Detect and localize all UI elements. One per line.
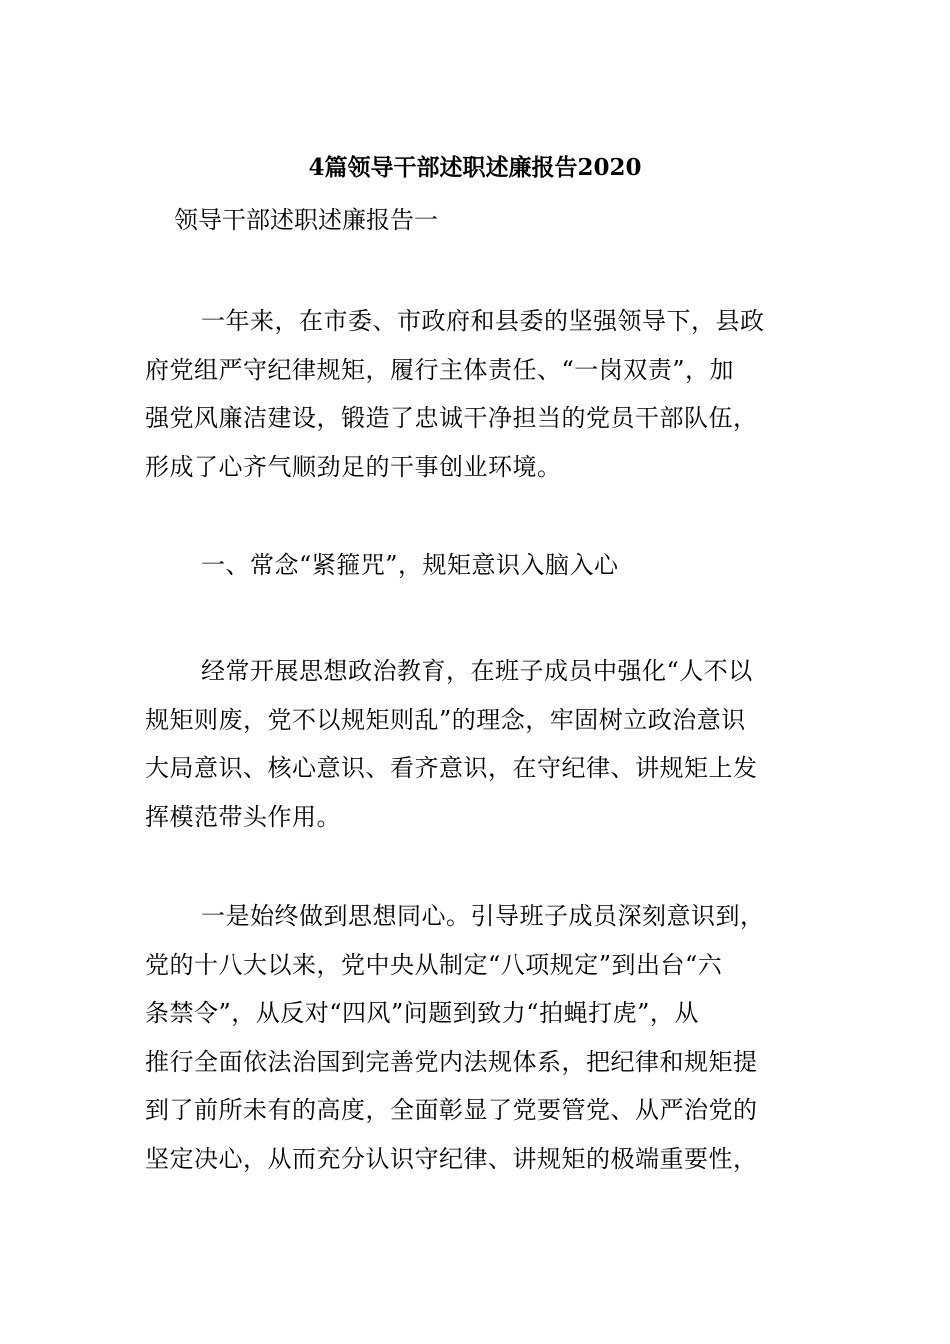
paragraph-line: 一是始终做到思想同心。引导班子成员深刻意识到， <box>201 902 765 930</box>
paragraph-line: 经常开展思想政治教育，在班子成员中强化“人不以 <box>201 657 753 685</box>
paragraph-line: 规矩则废，党不以规矩则乱”的理念，牢固树立政治意识 <box>145 705 746 734</box>
paragraph-education <box>145 647 805 841</box>
paragraph-line: 挥模范带头作用。 <box>145 802 341 831</box>
section-heading-text: 一、常念“紧箍咒”，规矩意识入脑入心 <box>201 551 619 579</box>
paragraph-intro <box>145 297 805 491</box>
paragraph-line: 党的十八大以来，党中央从制定“八项规定”到出台“六 <box>145 950 723 979</box>
paragraph-line: 条禁令”，从反对“四风”问题到致力“拍蝇打虎”，从 <box>145 999 699 1027</box>
paragraph-line: 推行全面依法治国到完善党内法规体系，把纪律和规矩提 <box>145 1047 758 1076</box>
paragraph-line: 强党风廉洁建设，锻造了忠诚干净担当的党员干部队伍， <box>145 404 758 432</box>
paragraph-line: 坚定决心，从而充分认识守纪律、讲规矩的极端重要性， <box>145 1144 758 1173</box>
paragraph-line: 形成了心齐气顺劲足的干事创业环境。 <box>145 452 562 481</box>
document-subtitle: 领导干部述职述廉报告一 <box>174 206 438 234</box>
paragraph-line: 一年来，在市委、市政府和县委的坚强领导下，县政 <box>201 307 765 335</box>
section-heading-1 <box>145 541 805 590</box>
paragraph-line: 大局意识、核心意识、看齐意识，在守纪律、讲规矩上发 <box>145 754 758 782</box>
document-title: 4篇领导干部述职述廉报告2020 <box>308 154 642 181</box>
paragraph-point-one <box>145 892 805 1183</box>
paragraph-line: 府党组严守纪律规矩，履行主体责任、“一岗双责”，加 <box>145 355 735 384</box>
paragraph-line: 到了前所未有的高度，全面彰显了党要管党、从严治党的 <box>145 1096 758 1124</box>
